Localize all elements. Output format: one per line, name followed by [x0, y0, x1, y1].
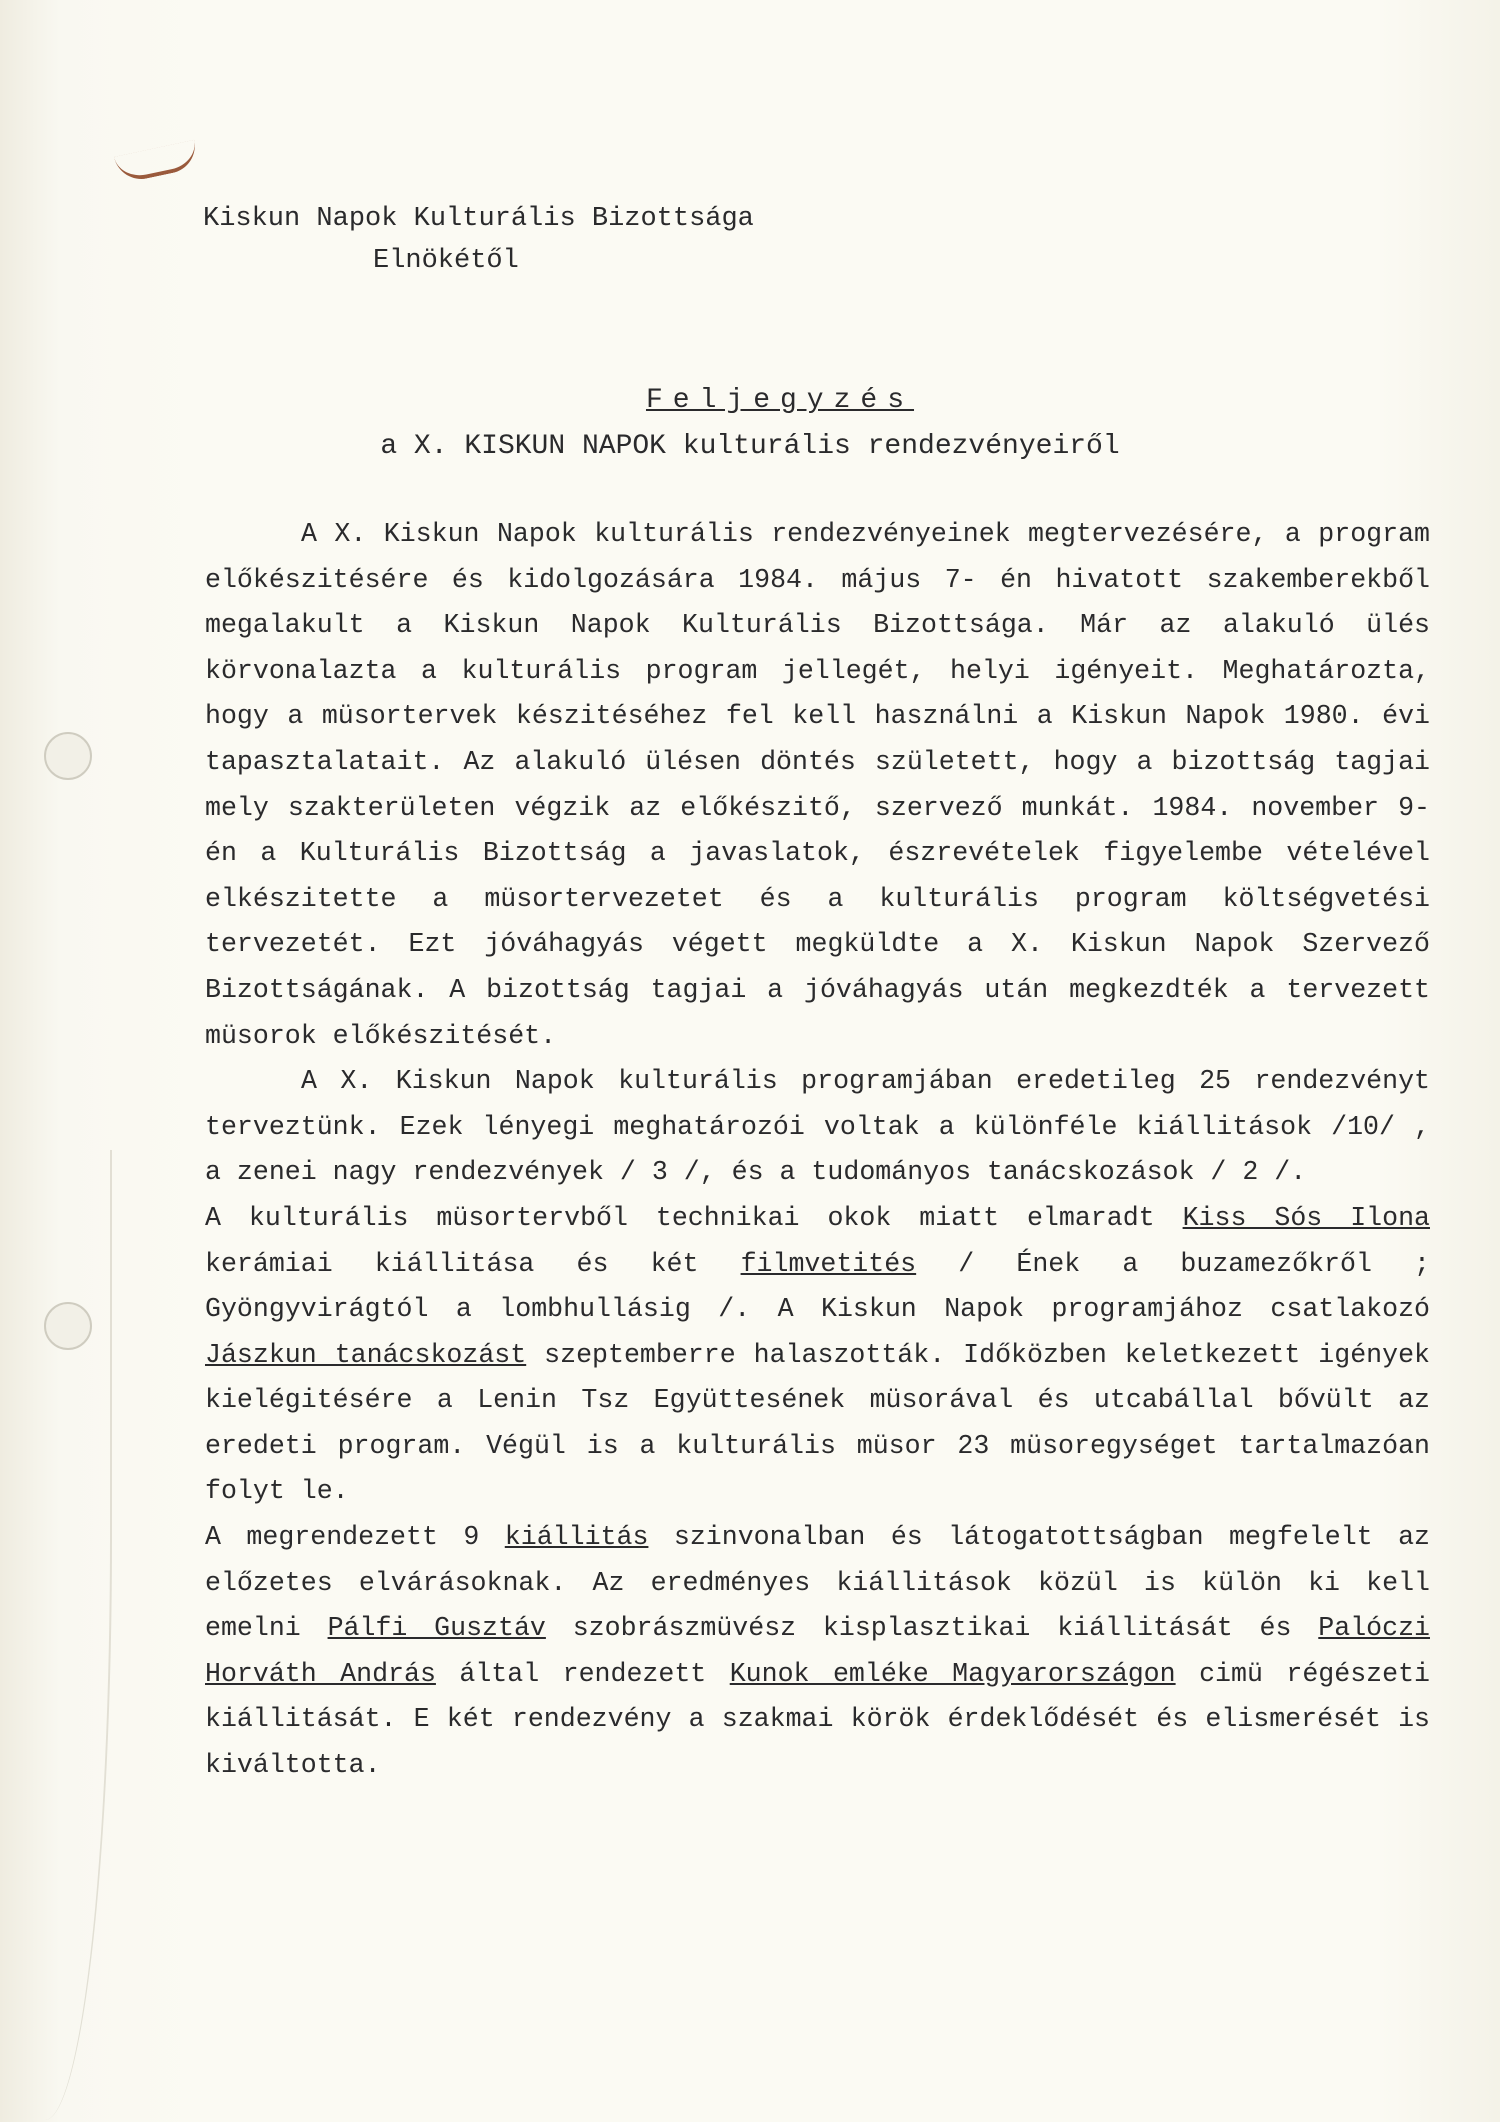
- underlined-name: Jászkun tanácskozást: [205, 1339, 527, 1370]
- title-subheading: a X. KISKUN NAPOK kulturális rendezvényeiről: [380, 431, 1120, 462]
- underlined-name: Pálfi Gusztáv: [327, 1613, 546, 1644]
- sender-block: [203, 198, 754, 282]
- underlined-name: kiállitás: [504, 1522, 649, 1553]
- paragraph: [205, 512, 1430, 1059]
- paragraph-text: A X. Kiskun Napok kulturális programjában eredetileg 25 rendezvényt terveztünk. Ezek lényegi meghatározói voltak a különféle kiállitások /10/ , a zenei nagy rendezvények / 3 /, és a tudományos tanácskozások / 2 /.: [205, 1066, 1430, 1188]
- document-body: [205, 512, 1430, 1789]
- paragraph-text: A megrendezett 9: [205, 1522, 505, 1553]
- underlined-name: Kiss Sós Ilona: [1182, 1202, 1430, 1233]
- title-heading: Feljegyzés: [645, 385, 915, 416]
- paragraph-text: kerámiai kiállitása és két: [205, 1248, 741, 1279]
- paragraph-text: A X. Kiskun Napok kulturális rendezvényeinek megtervezésére, a program előkészitésére és kidolgozására 1984. május 7- én hivatott szakemberekből megalakult a Kiskun Napok Kulturális Bizottsága. Már az alakuló ülés körvonalazta a kulturális program jellegét, helyi igényeit. Meghatározta, hogy a müsortervek készitéséhez fel kell használni a Kiskun Napok 1980. évi tapasztalatait. Az alakuló ülésen döntés született, hogy a bizottság tagjai mely szakterületen végzik az előkészitő, szervező munkát. 1984. november 9- én a Kulturális Bizottság a javaslatok, észrevételek figyelembe vételével elkészitette a müsortervezetet és a kulturális program költségvetési tervezetét. Ezt jóváhagyás végett megküldte a X. Kiskun Napok Szervező Bizottságának. A bizottság tagjai a jóváhagyás után megkezdték a tervezett müsorok előkészitését.: [205, 519, 1430, 1051]
- punch-hole: [44, 732, 92, 780]
- document-title: [0, 378, 1500, 470]
- paragraph: [205, 1515, 1430, 1789]
- paragraph-text: / Ének a buzamezőkről ; Gyöngyvirágtól a lombhullásig /. A Kiskun Napok programjához csatlakozó: [205, 1248, 1431, 1325]
- underlined-name: filmvetités: [740, 1248, 917, 1279]
- paragraph-text: cimü régészeti kiállitását. E két rendezvény a szakmai körök érdeklődését és elismerését is kiváltotta.: [205, 1658, 1430, 1781]
- paragraph-text: szinvonalban és látogatottságban megfelelt az előzetes elvárásoknak. Az eredményes kiállitások közül is külön ki kell emelni: [205, 1522, 1430, 1644]
- sender-line-2: Elnökétől: [373, 246, 519, 276]
- punch-hole: [44, 1302, 92, 1350]
- sender-line-1: Kiskun Napok Kulturális Bizottsága: [203, 204, 754, 234]
- paragraph-text: szobrászmüvész kisplasztikai kiállitását és: [545, 1613, 1319, 1644]
- paragraph: [205, 1196, 1430, 1515]
- paragraph-text: által rendezett: [435, 1658, 730, 1689]
- underlined-name: Kunok emléke Magyarországon: [729, 1658, 1176, 1689]
- underlined-name: Palóczi Horváth András: [205, 1613, 1430, 1689]
- paragraph: [205, 1059, 1430, 1196]
- paragraph-text: A kulturális müsortervből technikai okok miatt elmaradt: [205, 1202, 1183, 1233]
- paragraph-text: szeptemberre halaszották. Időközben keletkezett igények kielégitésére a Lenin Tsz Együttesének müsorával és utcabállal bővült az eredeti program. Végül is a kulturális müsor 23 müsoregységet tartalmazóan folyt le.: [205, 1339, 1430, 1507]
